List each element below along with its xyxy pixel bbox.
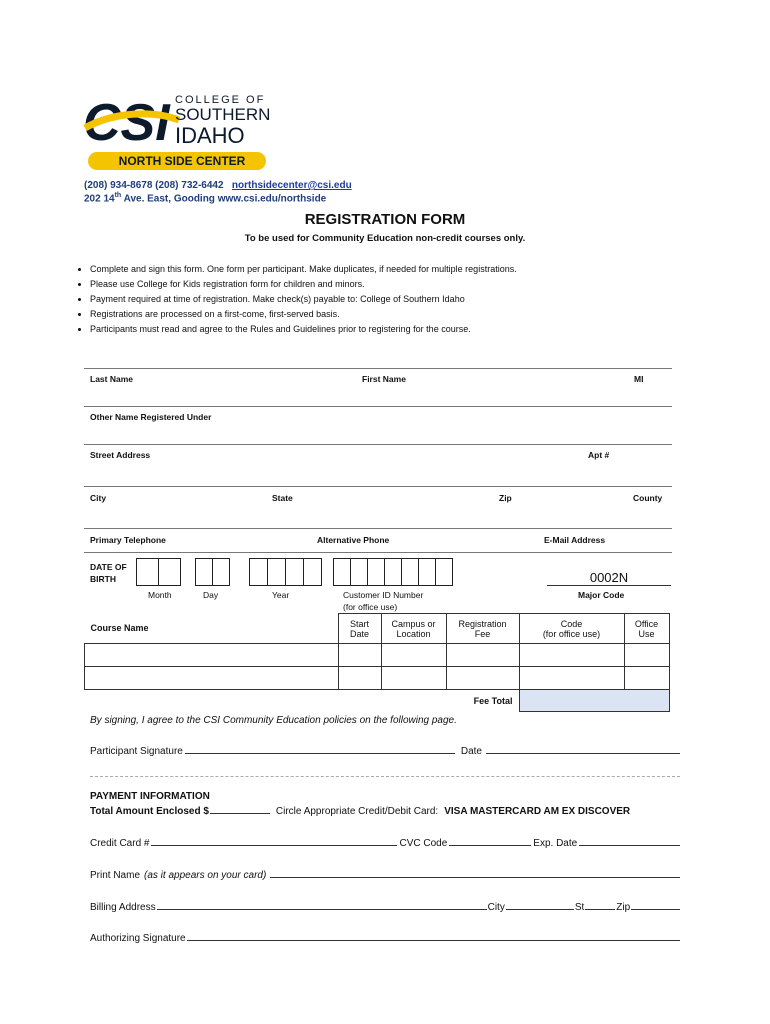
billing-city-field[interactable] xyxy=(506,902,574,910)
cut-line xyxy=(90,776,680,777)
authorizing-row xyxy=(90,933,680,944)
office-cell[interactable] xyxy=(624,667,669,690)
dob-day-digit[interactable] xyxy=(212,558,230,586)
primary-telephone-label: Primary Telephone xyxy=(90,535,166,545)
contact-phone-line xyxy=(84,180,352,191)
registration-fee-header-line1: Registration xyxy=(458,618,507,629)
start-date-header-line1: Start xyxy=(349,618,369,629)
total-row xyxy=(90,806,684,817)
campus-header-line2: Location xyxy=(396,628,431,639)
dob-month-boxes[interactable] xyxy=(136,558,181,586)
billing-address-field[interactable] xyxy=(157,902,487,910)
instruction-item: • Please use College for Kids registration form for children and minors. xyxy=(90,277,517,292)
course-name-cell[interactable] xyxy=(85,644,339,667)
dob-year-digit[interactable] xyxy=(267,558,286,586)
address-superscript: th xyxy=(114,192,122,199)
credit-card-label: Credit Card # xyxy=(90,838,150,849)
email-label: E-Mail Address xyxy=(544,535,606,545)
customer-id-digit[interactable] xyxy=(384,558,402,586)
campus-cell[interactable] xyxy=(381,667,446,690)
course-name-header: Course Name xyxy=(85,614,339,644)
customer-id-digit[interactable] xyxy=(333,558,351,586)
start-date-cell[interactable] xyxy=(338,667,381,690)
campus-cell[interactable] xyxy=(381,644,446,667)
dob-year-digit[interactable] xyxy=(303,558,322,586)
month-label: Month xyxy=(148,590,172,600)
fee-total-label: Fee Total xyxy=(473,695,513,706)
billing-st-field[interactable] xyxy=(585,902,615,910)
name-line xyxy=(84,368,672,369)
total-amount-label: Total Amount Enclosed $ xyxy=(90,806,209,817)
credit-card-row xyxy=(90,838,680,849)
dob-label-line1: DATE OF xyxy=(90,562,127,572)
agreement-text: By signing, I agree to the CSI Community Education policies on the following page. xyxy=(90,715,457,726)
alternative-phone-label: Alternative Phone xyxy=(317,535,390,545)
last-name-label: Last Name xyxy=(90,374,133,384)
first-name-label: First Name xyxy=(362,374,406,384)
participant-signature-label: Participant Signature xyxy=(90,746,183,757)
street-address-label: Street Address xyxy=(90,450,151,460)
registration-fee-header xyxy=(446,614,519,644)
print-name-field[interactable] xyxy=(270,870,680,878)
card-types[interactable]: VISA MASTERCARD AM EX DISCOVER xyxy=(444,806,631,817)
course-table xyxy=(84,613,670,712)
city-label: City xyxy=(90,493,107,503)
circle-card-label: Circle Appropriate Credit/Debit Card: xyxy=(275,806,439,817)
cvc-field[interactable] xyxy=(449,838,531,846)
code-header xyxy=(519,614,624,644)
csi-logo xyxy=(83,94,273,174)
zip-label: Zip xyxy=(499,493,512,503)
address-number: 202 14 xyxy=(84,193,115,205)
billing-address-label: Billing Address xyxy=(90,902,156,913)
total-amount-field[interactable] xyxy=(210,806,270,814)
phone-line xyxy=(84,528,672,529)
dob-year-digit[interactable] xyxy=(249,558,268,586)
customer-id-digit[interactable] xyxy=(350,558,368,586)
instruction-item: • Participants must read and agree to the Rules and Guidelines prior to registering for the course. xyxy=(90,322,517,337)
office-cell[interactable] xyxy=(624,644,669,667)
day-label: Day xyxy=(203,590,219,600)
instructions-list xyxy=(76,262,517,337)
dob-month-digit[interactable] xyxy=(158,558,181,586)
fee-total-row xyxy=(85,690,670,712)
payment-heading: PAYMENT INFORMATION xyxy=(90,791,210,802)
other-name-label: Other Name Registered Under xyxy=(90,412,212,422)
north-side-center-text: NORTH SIDE CENTER xyxy=(118,154,246,168)
course-name-cell[interactable] xyxy=(85,667,339,690)
print-name-label: Print Name xyxy=(90,870,141,881)
start-date-header-line2: Date xyxy=(349,628,369,639)
course-row[interactable] xyxy=(85,667,670,690)
southern-text: SOUTHERN xyxy=(175,105,271,124)
address-rest: Ave. East, Gooding www.csi.edu/northside xyxy=(121,193,327,205)
dob-day-digit[interactable] xyxy=(195,558,213,586)
fee-cell[interactable] xyxy=(446,667,519,690)
form-subtitle: To be used for Community Education non-credit courses only. xyxy=(244,233,526,244)
dob-line xyxy=(84,552,672,553)
customer-id-digit[interactable] xyxy=(367,558,385,586)
city-line xyxy=(84,486,672,487)
instruction-item: • Payment required at time of registration. Make check(s) payable to: College of Southern Idaho xyxy=(90,292,517,307)
instruction-item: • Registrations are processed on a first-come, first-served basis. xyxy=(90,307,517,322)
customer-id-digit[interactable] xyxy=(435,558,453,586)
authorizing-signature-label: Authorizing Signature xyxy=(90,933,186,944)
authorizing-signature-field[interactable] xyxy=(187,933,680,941)
cvc-label: CVC Code xyxy=(399,838,448,849)
registration-fee-header-line2: Fee xyxy=(474,628,491,639)
email-link[interactable]: northsidecenter@csi.edu xyxy=(231,180,352,191)
form-title: REGISTRATION FORM xyxy=(304,211,466,228)
idaho-text: IDAHO xyxy=(175,123,245,148)
billing-zip-field[interactable] xyxy=(631,902,680,910)
instruction-item: • Complete and sign this form. One form per participant. Make duplicates, if needed for multiple registrations. xyxy=(90,262,517,277)
customer-id-digit[interactable] xyxy=(401,558,419,586)
campus-header xyxy=(381,614,446,644)
customer-id-label: Customer ID Number xyxy=(343,590,424,600)
exp-date-field[interactable] xyxy=(579,838,680,846)
exp-date-label: Exp. Date xyxy=(533,838,578,849)
fee-cell[interactable] xyxy=(446,644,519,667)
course-table-header xyxy=(85,614,670,644)
billing-zip-label: Zip xyxy=(616,902,631,913)
major-code-value: 0002N xyxy=(547,570,671,586)
billing-row xyxy=(90,902,680,913)
svg-text:CSI: CSI xyxy=(83,94,170,152)
year-label: Year xyxy=(272,590,290,600)
apt-label: Apt # xyxy=(588,450,610,460)
fee-total-field[interactable] xyxy=(519,690,669,712)
credit-card-field[interactable] xyxy=(151,838,397,846)
dob-label-line2: BIRTH xyxy=(90,574,116,584)
office-use-header-line1: Office xyxy=(634,618,659,629)
dob-year-digit[interactable] xyxy=(285,558,304,586)
print-name-row xyxy=(90,870,680,881)
dob-month-digit[interactable] xyxy=(136,558,159,586)
billing-city-label: City xyxy=(487,902,505,913)
major-code-label: Major Code xyxy=(578,590,625,600)
street-line xyxy=(84,444,672,445)
dob-label xyxy=(90,561,127,585)
code-header-line1: Code xyxy=(560,618,583,629)
mi-label: MI xyxy=(634,374,644,384)
dob-year-boxes[interactable] xyxy=(249,558,322,586)
course-row[interactable] xyxy=(85,644,670,667)
customer-id-office-label: (for office use) xyxy=(343,602,398,612)
code-cell[interactable] xyxy=(519,667,624,690)
contact-address-line xyxy=(84,192,326,204)
dob-day-boxes[interactable] xyxy=(195,558,230,586)
print-name-note: (as it appears on your card) xyxy=(144,870,267,881)
code-header-line2: (for office use) xyxy=(542,628,601,639)
phone-numbers: (208) 934-8678 (208) 732-6442 xyxy=(84,180,224,191)
customer-id-boxes[interactable] xyxy=(333,558,453,586)
start-date-header xyxy=(338,614,381,644)
campus-header-line1: Campus or xyxy=(391,618,436,629)
office-use-header-line2: Use xyxy=(638,628,655,639)
county-label: County xyxy=(633,493,663,503)
office-use-header xyxy=(624,614,669,644)
college-of-text: COLLEGE OF xyxy=(175,94,266,106)
participant-signature-row xyxy=(90,746,680,757)
participant-signature-field[interactable] xyxy=(185,746,455,754)
date-field[interactable] xyxy=(486,746,680,754)
code-cell[interactable] xyxy=(519,644,624,667)
other-name-line xyxy=(84,406,672,407)
date-label: Date xyxy=(460,746,482,757)
billing-st-label: St xyxy=(574,902,585,913)
state-label: State xyxy=(272,493,293,503)
start-date-cell[interactable] xyxy=(338,644,381,667)
customer-id-digit[interactable] xyxy=(418,558,436,586)
